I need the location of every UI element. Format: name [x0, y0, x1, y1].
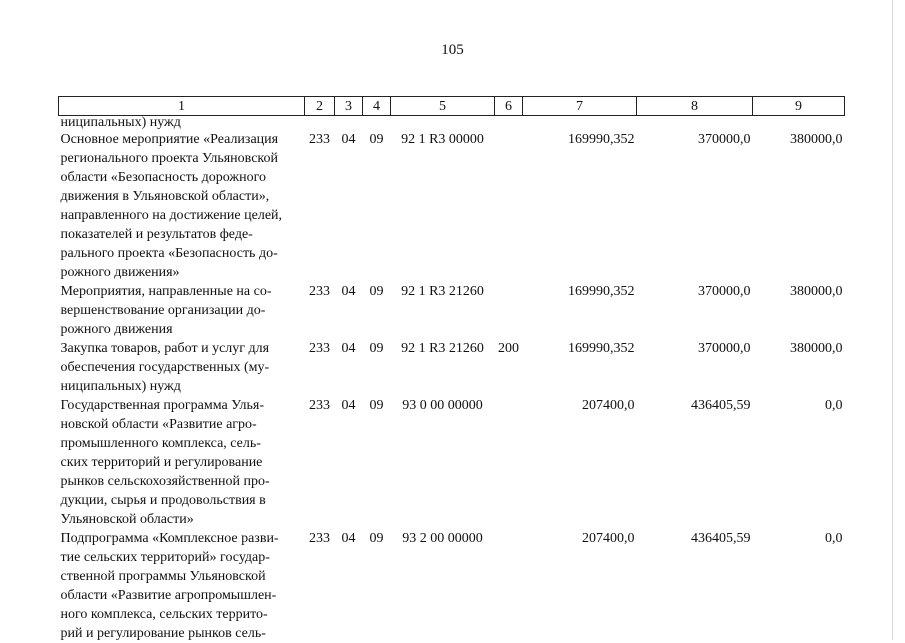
row-name	[59, 339, 305, 396]
row-name-line: Государственная программа Улья-	[60, 398, 264, 413]
amount-col9: 380000,0	[790, 132, 843, 147]
amount-col9: 380000,0	[790, 284, 843, 299]
amount-col9: 380000,0	[790, 341, 843, 356]
row-name-line: Подпрограмма «Комплексное разви-	[60, 531, 279, 546]
row-name-line: рынков сельскохозяйственной про-	[60, 474, 270, 489]
row-name-line: направленного на достижение целей,	[60, 208, 283, 223]
row-name-line: вершенствование организации до-	[60, 303, 266, 318]
amount-col7: 169990,352	[568, 284, 635, 299]
row-name	[59, 130, 305, 282]
target-article-code: 93 0 00 00000	[402, 398, 483, 413]
table-row	[59, 396, 845, 529]
column-header: 8	[637, 97, 753, 116]
column-header: 7	[523, 97, 637, 116]
fragment-row	[59, 116, 845, 131]
row-name-line: показателей и результатов феде-	[60, 227, 253, 242]
section-code: 04	[341, 341, 356, 356]
amount-col9: 0,0	[825, 398, 843, 413]
expense-type-code	[495, 529, 523, 643]
row-name-line: Ульяновской области»	[60, 512, 194, 527]
table-row	[59, 339, 845, 396]
header-row	[59, 97, 845, 116]
amount-col7: 207400,0	[582, 531, 635, 546]
table-row	[59, 529, 845, 643]
subsection-code: 09	[369, 132, 384, 147]
row-name-line: обеспечения государственных (му-	[60, 360, 270, 375]
row-name	[59, 396, 305, 529]
subsection-code: 09	[369, 398, 384, 413]
amount-col7: 169990,352	[568, 132, 635, 147]
column-header: 3	[335, 97, 363, 116]
row-name-line: рожного движения	[60, 322, 173, 337]
expense-type-code	[495, 396, 523, 529]
chapter-code: 233	[309, 284, 330, 299]
row-name-line: рального проекта «Безопасность до-	[60, 246, 278, 261]
target-article-code: 92 1 R3 00000	[401, 132, 484, 147]
row-name-line: дукции, сырья и продовольствия в	[60, 493, 266, 508]
budget-table	[58, 96, 845, 643]
expense-type-code	[495, 282, 523, 339]
chapter-code: 233	[309, 531, 330, 546]
table-row	[59, 130, 845, 282]
chapter-code: 233	[309, 341, 330, 356]
section-code: 04	[341, 398, 356, 413]
column-header: 2	[305, 97, 335, 116]
row-name-line: рожного движения»	[60, 265, 180, 280]
target-article-code: 92 1 R3 21260	[401, 284, 484, 299]
row-name-line: ного комплекса, сельских террито-	[60, 607, 268, 622]
subsection-code: 09	[369, 341, 384, 356]
amount-col8: 370000,0	[698, 284, 751, 299]
row-name-line: движения в Ульяновской области»,	[60, 189, 270, 204]
row-name-line: области «Безопасность дорожного	[60, 170, 266, 185]
row-name-line: Основное мероприятие «Реализация	[60, 132, 279, 147]
chapter-code: 233	[309, 132, 330, 147]
section-code: 04	[341, 132, 356, 147]
expense-type-code	[495, 130, 523, 282]
target-article-code: 93 2 00 00000	[402, 531, 483, 546]
amount-col9: 0,0	[825, 531, 843, 546]
row-name-line: регионального проекта Ульяновской	[60, 151, 278, 166]
row-name-line: рий и регулирование рынков сель-	[60, 626, 266, 641]
amount-col8: 436405,59	[691, 398, 751, 413]
page-number: 105	[441, 42, 464, 58]
amount-col8: 370000,0	[698, 132, 751, 147]
amount-col8: 370000,0	[698, 341, 751, 356]
row-name-line: ниципальных) нужд	[60, 379, 181, 394]
row-name-line: новской области «Развитие агро-	[60, 417, 257, 432]
section-code: 04	[341, 531, 356, 546]
column-header: 9	[753, 97, 845, 116]
fragment-text: ниципальных) нужд	[60, 115, 181, 130]
column-header: 4	[363, 97, 391, 116]
amount-col7: 207400,0	[582, 398, 635, 413]
expense-type-code: 200	[498, 341, 519, 356]
row-name-line: Мероприятия, направленные на со-	[60, 284, 272, 299]
column-header: 6	[495, 97, 523, 116]
row-name	[59, 529, 305, 643]
row-name-line: Закупка товаров, работ и услуг для	[60, 341, 270, 356]
column-header: 1	[59, 97, 305, 116]
section-code: 04	[341, 284, 356, 299]
column-header: 5	[391, 97, 495, 116]
page-edge	[892, 0, 893, 640]
target-article-code: 92 1 R3 21260	[401, 341, 484, 356]
row-name	[59, 282, 305, 339]
row-name-line: промышленного комплекса, сель-	[60, 436, 261, 451]
chapter-code: 233	[309, 398, 330, 413]
subsection-code: 09	[369, 284, 384, 299]
amount-col8: 436405,59	[691, 531, 751, 546]
amount-col7: 169990,352	[568, 341, 635, 356]
row-name-line: ственной программы Ульяновской	[60, 569, 266, 584]
subsection-code: 09	[369, 531, 384, 546]
row-name-line: тие сельских территорий» государ-	[60, 550, 270, 565]
row-name-line: ских территорий и регулирование	[60, 455, 263, 470]
row-name-line: области «Развитие агропромышлен-	[60, 588, 277, 603]
table-row	[59, 282, 845, 339]
